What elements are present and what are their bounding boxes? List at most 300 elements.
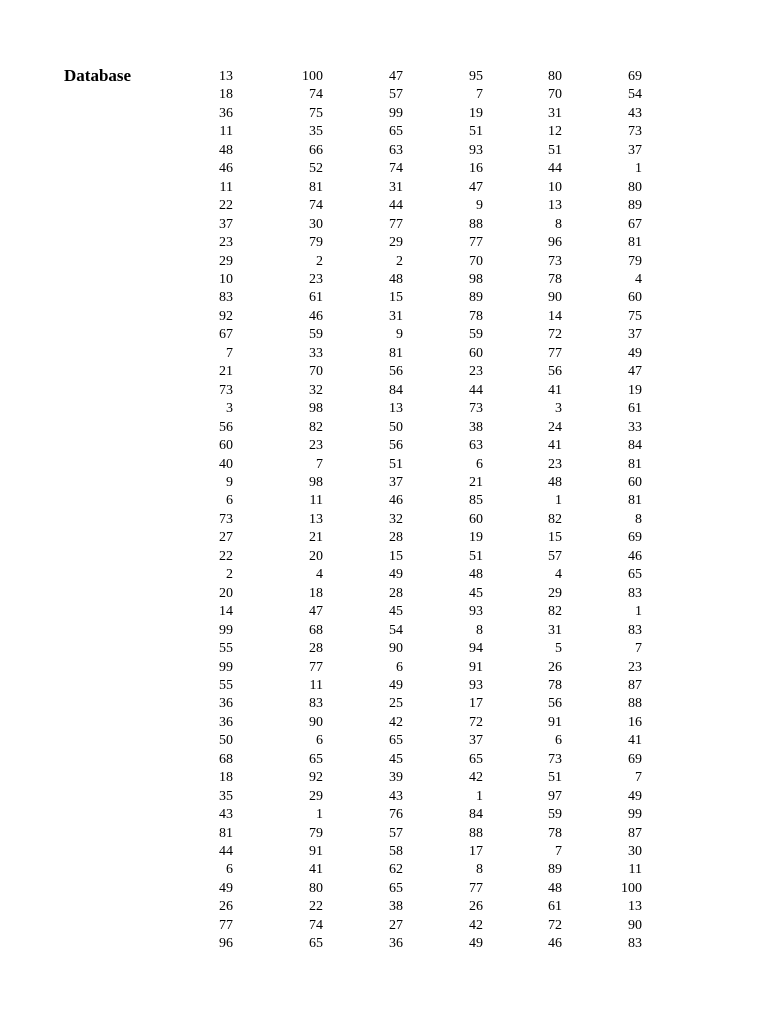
table-cell: 59 bbox=[548, 807, 562, 823]
table-cell: 72 bbox=[469, 714, 483, 730]
table-cell: 48 bbox=[219, 142, 233, 158]
table-cell: 97 bbox=[548, 788, 562, 804]
table-cell: 13 bbox=[219, 69, 233, 84]
table-cell: 38 bbox=[389, 899, 403, 915]
table-cell: 15 bbox=[389, 548, 403, 564]
table-cell: 84 bbox=[469, 807, 483, 823]
table-cell: 77 bbox=[469, 235, 483, 251]
table-row bbox=[160, 659, 642, 677]
table-cell: 65 bbox=[469, 751, 483, 767]
table-row bbox=[160, 419, 642, 437]
table-row bbox=[160, 474, 642, 492]
table-cell: 50 bbox=[389, 419, 403, 435]
table-cell: 99 bbox=[389, 105, 403, 121]
table-cell: 94 bbox=[469, 641, 483, 657]
table-cell: 54 bbox=[389, 622, 403, 638]
table-cell: 19 bbox=[469, 530, 483, 546]
table-cell: 46 bbox=[309, 308, 323, 324]
table-row bbox=[160, 437, 642, 455]
table-cell: 13 bbox=[548, 198, 562, 214]
table-row bbox=[160, 917, 642, 935]
data-table bbox=[160, 68, 642, 954]
table-body bbox=[160, 68, 642, 954]
table-row bbox=[160, 216, 642, 234]
table-row bbox=[160, 105, 642, 123]
table-cell: 12 bbox=[548, 124, 562, 140]
table-cell: 19 bbox=[469, 105, 483, 121]
table-cell: 35 bbox=[219, 788, 233, 804]
table-row bbox=[160, 382, 642, 400]
table-cell: 26 bbox=[548, 659, 562, 675]
table-cell: 73 bbox=[219, 382, 233, 398]
table-row bbox=[160, 677, 642, 695]
table-cell: 51 bbox=[469, 548, 483, 564]
table-row bbox=[160, 529, 642, 547]
table-cell: 48 bbox=[548, 880, 562, 896]
table-cell: 29 bbox=[389, 235, 403, 251]
table-cell: 61 bbox=[548, 899, 562, 915]
table-cell: 82 bbox=[309, 419, 323, 435]
table-cell: 11 bbox=[219, 179, 233, 195]
table-cell: 47 bbox=[309, 604, 323, 620]
table-cell: 49 bbox=[389, 567, 403, 583]
table-cell: 50 bbox=[219, 733, 233, 749]
table-row bbox=[160, 234, 642, 252]
table-cell: 49 bbox=[628, 345, 642, 361]
table-cell: 66 bbox=[309, 142, 323, 158]
table-cell: 82 bbox=[548, 511, 562, 527]
table-cell: 80 bbox=[309, 880, 323, 896]
table-cell: 79 bbox=[309, 825, 323, 841]
table-cell: 67 bbox=[628, 216, 642, 232]
table-row bbox=[160, 585, 642, 603]
table-cell: 15 bbox=[548, 530, 562, 546]
table-cell: 51 bbox=[548, 142, 562, 158]
table-cell: 2 bbox=[226, 567, 233, 583]
table-cell: 88 bbox=[628, 696, 642, 712]
table-cell: 90 bbox=[628, 917, 642, 933]
table-cell: 60 bbox=[469, 511, 483, 527]
table-cell: 21 bbox=[309, 530, 323, 546]
table-row bbox=[160, 622, 642, 640]
table-cell: 83 bbox=[628, 622, 642, 638]
table-cell: 48 bbox=[389, 271, 403, 287]
table-cell: 98 bbox=[309, 401, 323, 417]
table-cell: 32 bbox=[309, 382, 323, 398]
table-cell: 19 bbox=[628, 382, 642, 398]
table-cell: 72 bbox=[548, 917, 562, 933]
table-row bbox=[160, 456, 642, 474]
table-cell: 88 bbox=[469, 825, 483, 841]
table-row bbox=[160, 123, 642, 141]
table-cell: 7 bbox=[635, 770, 642, 786]
table-cell: 70 bbox=[469, 253, 483, 269]
table-cell: 58 bbox=[389, 844, 403, 860]
table-cell: 55 bbox=[219, 641, 233, 657]
table-cell: 83 bbox=[309, 696, 323, 712]
table-row bbox=[160, 714, 642, 732]
table-cell: 17 bbox=[469, 844, 483, 860]
table-cell: 41 bbox=[309, 862, 323, 878]
table-cell: 21 bbox=[469, 474, 483, 490]
table-row bbox=[160, 695, 642, 713]
table-cell: 3 bbox=[226, 401, 233, 417]
table-cell: 33 bbox=[309, 345, 323, 361]
table-cell: 77 bbox=[219, 917, 233, 933]
table-cell: 42 bbox=[469, 917, 483, 933]
table-cell: 85 bbox=[469, 493, 483, 509]
table-row bbox=[160, 160, 642, 178]
table-cell: 65 bbox=[309, 936, 323, 952]
table-row bbox=[160, 843, 642, 861]
table-cell: 74 bbox=[309, 87, 323, 103]
table-cell: 1 bbox=[555, 493, 562, 509]
table-cell: 28 bbox=[309, 641, 323, 657]
table-cell: 7 bbox=[476, 87, 483, 103]
table-cell: 68 bbox=[309, 622, 323, 638]
table-cell: 1 bbox=[635, 604, 642, 620]
table-cell: 63 bbox=[389, 142, 403, 158]
table-cell: 47 bbox=[389, 69, 403, 84]
table-cell: 46 bbox=[219, 161, 233, 177]
table-cell: 59 bbox=[469, 327, 483, 343]
table-cell: 81 bbox=[628, 235, 642, 251]
table-cell: 73 bbox=[548, 751, 562, 767]
table-cell: 78 bbox=[548, 677, 562, 693]
table-cell: 23 bbox=[548, 456, 562, 472]
table-cell: 8 bbox=[635, 511, 642, 527]
table-cell: 44 bbox=[469, 382, 483, 398]
table-cell: 96 bbox=[219, 936, 233, 952]
table-cell: 81 bbox=[628, 493, 642, 509]
table-cell: 14 bbox=[219, 604, 233, 620]
table-cell: 37 bbox=[628, 142, 642, 158]
table-cell: 92 bbox=[309, 770, 323, 786]
table-cell: 76 bbox=[389, 807, 403, 823]
table-cell: 87 bbox=[628, 677, 642, 693]
table-cell: 61 bbox=[628, 401, 642, 417]
table-cell: 49 bbox=[389, 677, 403, 693]
table-cell: 9 bbox=[226, 474, 233, 490]
table-cell: 59 bbox=[309, 327, 323, 343]
table-cell: 43 bbox=[219, 807, 233, 823]
table-cell: 45 bbox=[389, 604, 403, 620]
table-cell: 8 bbox=[476, 862, 483, 878]
table-cell: 36 bbox=[389, 936, 403, 952]
table-row bbox=[160, 179, 642, 197]
table-cell: 21 bbox=[219, 364, 233, 380]
table-row bbox=[160, 142, 642, 160]
table-cell: 4 bbox=[555, 567, 562, 583]
table-cell: 98 bbox=[469, 271, 483, 287]
table-cell: 81 bbox=[628, 456, 642, 472]
table-cell: 99 bbox=[219, 659, 233, 675]
table-cell: 80 bbox=[628, 179, 642, 195]
table-cell: 46 bbox=[548, 936, 562, 952]
table-cell: 46 bbox=[389, 493, 403, 509]
table-cell: 26 bbox=[219, 899, 233, 915]
table-cell: 23 bbox=[469, 364, 483, 380]
table-cell: 69 bbox=[628, 69, 642, 84]
table-cell: 11 bbox=[219, 124, 233, 140]
table-cell: 90 bbox=[548, 290, 562, 306]
table-cell: 43 bbox=[389, 788, 403, 804]
table-cell: 65 bbox=[389, 124, 403, 140]
table-cell: 72 bbox=[548, 327, 562, 343]
table-cell: 10 bbox=[219, 271, 233, 287]
table-row bbox=[160, 880, 642, 898]
table-cell: 91 bbox=[309, 844, 323, 860]
table-cell: 51 bbox=[469, 124, 483, 140]
table-cell: 77 bbox=[469, 880, 483, 896]
table-cell: 55 bbox=[219, 677, 233, 693]
table-cell: 20 bbox=[219, 585, 233, 601]
table-cell: 23 bbox=[309, 438, 323, 454]
table-cell: 37 bbox=[628, 327, 642, 343]
table-cell: 75 bbox=[628, 308, 642, 324]
table-cell: 5 bbox=[555, 641, 562, 657]
table-cell: 32 bbox=[389, 511, 403, 527]
table-cell: 80 bbox=[548, 69, 562, 84]
table-cell: 28 bbox=[389, 530, 403, 546]
table-cell: 29 bbox=[219, 253, 233, 269]
table-row bbox=[160, 603, 642, 621]
table-cell: 36 bbox=[219, 696, 233, 712]
table-cell: 48 bbox=[548, 474, 562, 490]
table-cell: 51 bbox=[389, 456, 403, 472]
page-title: Database bbox=[64, 66, 132, 85]
table-cell: 60 bbox=[628, 474, 642, 490]
table-row bbox=[160, 492, 642, 510]
table-cell: 18 bbox=[309, 585, 323, 601]
table-cell: 84 bbox=[389, 382, 403, 398]
table-cell: 22 bbox=[219, 548, 233, 564]
table-cell: 36 bbox=[219, 714, 233, 730]
table-cell: 6 bbox=[316, 733, 323, 749]
table-cell: 73 bbox=[219, 511, 233, 527]
table-row bbox=[160, 68, 642, 86]
table-cell: 27 bbox=[219, 530, 233, 546]
table-cell: 33 bbox=[628, 419, 642, 435]
table-cell: 83 bbox=[628, 936, 642, 952]
table-cell: 57 bbox=[548, 548, 562, 564]
table-cell: 93 bbox=[469, 604, 483, 620]
table-cell: 49 bbox=[219, 880, 233, 896]
table-cell: 52 bbox=[309, 161, 323, 177]
table-cell: 8 bbox=[476, 622, 483, 638]
table-cell: 9 bbox=[396, 327, 403, 343]
table-cell: 82 bbox=[548, 604, 562, 620]
table-row bbox=[160, 308, 642, 326]
table-cell: 7 bbox=[635, 641, 642, 657]
table-cell: 6 bbox=[226, 862, 233, 878]
table-cell: 41 bbox=[548, 438, 562, 454]
table-cell: 95 bbox=[469, 69, 483, 84]
table-cell: 37 bbox=[389, 474, 403, 490]
table-cell: 78 bbox=[548, 271, 562, 287]
table-cell: 43 bbox=[628, 105, 642, 121]
table-row bbox=[160, 326, 642, 344]
table-row bbox=[160, 363, 642, 381]
table-cell: 57 bbox=[389, 87, 403, 103]
table-row bbox=[160, 253, 642, 271]
table-cell: 13 bbox=[389, 401, 403, 417]
table-cell: 11 bbox=[628, 862, 642, 878]
table-row bbox=[160, 732, 642, 750]
table-row bbox=[160, 825, 642, 843]
table-cell: 67 bbox=[219, 327, 233, 343]
table-row bbox=[160, 548, 642, 566]
table-cell: 98 bbox=[309, 474, 323, 490]
table-cell: 62 bbox=[389, 862, 403, 878]
table-cell: 1 bbox=[635, 161, 642, 177]
table-row bbox=[160, 861, 642, 879]
table-cell: 90 bbox=[389, 641, 403, 657]
table-cell: 28 bbox=[389, 585, 403, 601]
table-cell: 73 bbox=[548, 253, 562, 269]
table-cell: 3 bbox=[555, 401, 562, 417]
table-row bbox=[160, 511, 642, 529]
table-cell: 31 bbox=[389, 179, 403, 195]
table-cell: 78 bbox=[469, 308, 483, 324]
table-cell: 69 bbox=[628, 751, 642, 767]
table-cell: 29 bbox=[309, 788, 323, 804]
table-cell: 1 bbox=[476, 788, 483, 804]
table-cell: 23 bbox=[219, 235, 233, 251]
table-cell: 73 bbox=[628, 124, 642, 140]
table-cell: 81 bbox=[389, 345, 403, 361]
table-cell: 100 bbox=[621, 880, 642, 896]
table-cell: 81 bbox=[219, 825, 233, 841]
table-cell: 54 bbox=[628, 87, 642, 103]
table-cell: 87 bbox=[628, 825, 642, 841]
table-cell: 88 bbox=[469, 216, 483, 232]
table-cell: 93 bbox=[469, 142, 483, 158]
table-cell: 65 bbox=[309, 751, 323, 767]
table-cell: 56 bbox=[548, 364, 562, 380]
table-cell: 27 bbox=[389, 917, 403, 933]
table-cell: 47 bbox=[469, 179, 483, 195]
table-cell: 42 bbox=[389, 714, 403, 730]
table-cell: 75 bbox=[309, 105, 323, 121]
table-cell: 74 bbox=[309, 917, 323, 933]
table-cell: 42 bbox=[469, 770, 483, 786]
table-cell: 45 bbox=[389, 751, 403, 767]
table-cell: 79 bbox=[309, 235, 323, 251]
table-cell: 7 bbox=[316, 456, 323, 472]
table-cell: 74 bbox=[309, 198, 323, 214]
table-cell: 77 bbox=[309, 659, 323, 675]
table-cell: 10 bbox=[548, 179, 562, 195]
table-cell: 61 bbox=[309, 290, 323, 306]
table-cell: 74 bbox=[389, 161, 403, 177]
table-cell: 38 bbox=[469, 419, 483, 435]
table-cell: 30 bbox=[628, 844, 642, 860]
table-row bbox=[160, 289, 642, 307]
table-cell: 40 bbox=[219, 456, 233, 472]
table-cell: 63 bbox=[469, 438, 483, 454]
table-row bbox=[160, 345, 642, 363]
table-cell: 83 bbox=[219, 290, 233, 306]
table-cell: 44 bbox=[219, 844, 233, 860]
table-cell: 25 bbox=[389, 696, 403, 712]
table-cell: 6 bbox=[396, 659, 403, 675]
table-row bbox=[160, 400, 642, 418]
table-cell: 37 bbox=[219, 216, 233, 232]
table-cell: 1 bbox=[316, 807, 323, 823]
table-cell: 30 bbox=[309, 216, 323, 232]
table-cell: 6 bbox=[555, 733, 562, 749]
table-cell: 24 bbox=[548, 419, 562, 435]
table-cell: 77 bbox=[548, 345, 562, 361]
table-row bbox=[160, 86, 642, 104]
table-cell: 56 bbox=[219, 419, 233, 435]
table-cell: 47 bbox=[628, 364, 642, 380]
table-cell: 22 bbox=[219, 198, 233, 214]
table-cell: 99 bbox=[219, 622, 233, 638]
table-cell: 51 bbox=[548, 770, 562, 786]
table-row bbox=[160, 566, 642, 584]
table-cell: 44 bbox=[389, 198, 403, 214]
table-cell: 11 bbox=[309, 677, 323, 693]
table-cell: 91 bbox=[548, 714, 562, 730]
table-cell: 100 bbox=[302, 69, 323, 84]
table-cell: 81 bbox=[309, 179, 323, 195]
table-cell: 45 bbox=[469, 585, 483, 601]
table-cell: 4 bbox=[635, 271, 642, 287]
table-cell: 83 bbox=[628, 585, 642, 601]
table-cell: 41 bbox=[548, 382, 562, 398]
table-cell: 31 bbox=[548, 622, 562, 638]
table-cell: 92 bbox=[219, 308, 233, 324]
table-row bbox=[160, 769, 642, 787]
table-cell: 89 bbox=[548, 862, 562, 878]
table-row bbox=[160, 806, 642, 824]
table-cell: 60 bbox=[219, 438, 233, 454]
table-cell: 44 bbox=[548, 161, 562, 177]
table-cell: 89 bbox=[628, 198, 642, 214]
table-cell: 20 bbox=[309, 548, 323, 564]
table-cell: 23 bbox=[628, 659, 642, 675]
table-cell: 29 bbox=[548, 585, 562, 601]
table-cell: 14 bbox=[548, 308, 562, 324]
table-cell: 41 bbox=[628, 733, 642, 749]
table-cell: 60 bbox=[628, 290, 642, 306]
table-cell: 31 bbox=[389, 308, 403, 324]
table-cell: 6 bbox=[476, 456, 483, 472]
table-cell: 65 bbox=[628, 567, 642, 583]
table-cell: 79 bbox=[628, 253, 642, 269]
table-row bbox=[160, 271, 642, 289]
table-cell: 35 bbox=[309, 124, 323, 140]
table-cell: 23 bbox=[309, 271, 323, 287]
table-cell: 89 bbox=[469, 290, 483, 306]
table-cell: 68 bbox=[219, 751, 233, 767]
table-cell: 70 bbox=[309, 364, 323, 380]
table-cell: 16 bbox=[469, 161, 483, 177]
table-cell: 49 bbox=[628, 788, 642, 804]
table-cell: 2 bbox=[316, 253, 323, 269]
table-row bbox=[160, 640, 642, 658]
table-cell: 39 bbox=[389, 770, 403, 786]
table-cell: 49 bbox=[469, 936, 483, 952]
table-cell: 65 bbox=[389, 733, 403, 749]
table-cell: 8 bbox=[555, 216, 562, 232]
table-cell: 2 bbox=[396, 253, 403, 269]
table-cell: 13 bbox=[309, 511, 323, 527]
table-cell: 6 bbox=[226, 493, 233, 509]
table-cell: 46 bbox=[628, 548, 642, 564]
